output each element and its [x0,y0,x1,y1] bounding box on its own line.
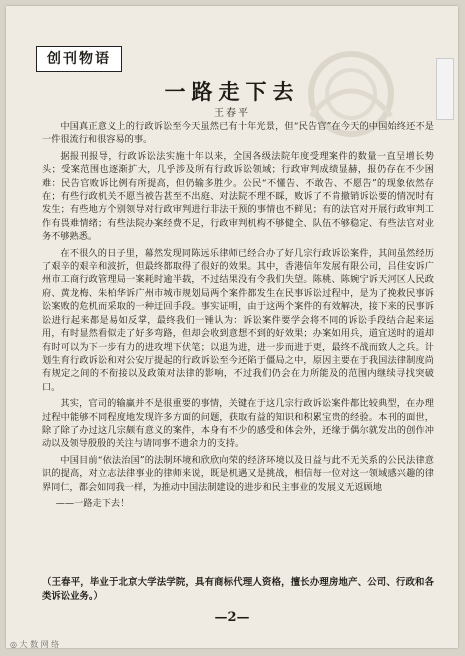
paragraph: 在不很久的日子里，幕然发现同陈远乐律师已经合办了好几宗行政诉讼案件，其间虽然经历了艰辛的艰辛和波折，但最终都取得了很好的效果。其中，香港信年发展有限公司，吕佳安诉广州市工商行政管理局一案耗时逾半载，不过结果没有令我们失望。陈桃、陈婉宁诉天河区人民政府、黄龙梅、朱柏华诉广州市城市规划局两个案件都发生在民事诉讼过程中，是为了挽救民事诉讼案败的危机而采取的一种迂回手段。事实证明，由于这两个案件的有效解决，接下来的民事诉讼进行起来都是易如反掌，最终我们一锤认为：诉讼案件要学会将不同的诉讼手段结合起来运用，有时显然看似走了好多弯路，但却会收到意想不到的好效果；办案如用兵，道宜送时的道却有时可以为下一步有力的进攻埋下伏笔；以退为进，进一步而进于更，最终不战而致人之兵。计划生育行政诉讼和对公安厅提起的行政诉讼至今还陷于僵局之中，原因主要在于我国法律制度尚有规定之间的不衔接以及政策对法律的影响，不过我们仍会在力所能及的范围内继续寻找突破口。 [42,247,434,393]
page-number: —2— [214,610,250,625]
document-page [6,6,458,648]
platform-badge [10,639,59,650]
column-tag: 创刊物语 [36,46,122,72]
article-author: 王春平 [214,108,250,119]
platform-badge-text: 大 数 网 络 [19,640,60,649]
paragraph: 据报刊报导，行政诉讼法实施十年以来，全国各级法院年度受理案件的数量一直呈增长势头；受案范围也逐渐扩大，几乎涉及所有行政诉讼领域；行政审判成绩显赫，报仍存在不少困难：民告官败诉比例有所提高，但仍输多胜少。公民“不懂告、不敢告、不愿告”的现象依然存在；有些行政机关不愿当被告甚至不出庭、对法院不理不睬，败诉了不肯撤销诉讼要的情况时有发生；有些地方个别领导对行政审判进行非法干预的事情也不鲜见；有的法官对开展行政审判工作有畏难情绪；有些法院办案经费不足，行政审判机构不够健全、队伍不够稳定、有些法官对业务不够熟悉。 [42,150,434,243]
sign-off: ——一路走下去！ [55,497,130,509]
article-body [42,120,434,513]
camera-icon: ◎ [10,640,17,649]
paragraph: 其实，官司的输赢并不是很重要的事情，关键在于这几宗行政诉讼案件都比较典型，在办理过程中能够不同程度地发现许多方面的问题，获取有益的知识和积累宝贵的经验。本刊的面世，除了除了办过这几宗颇有意义的案件，本身有不少的感受和体会外，还缘于偶尔就发出的创作冲动以及领导殷殷的关注与请同事不遗余力的支持。 [42,398,434,450]
author-bio: （王春平，毕业于北京大学法学院，具有商标代理人资格，擅长办理房地产、公司、行政和各类诉讼业务。） [42,577,434,602]
paragraph: 中国真正意义上的行政诉讼至今天虽然已有十年光景，但“民告官”在今天的中国始终还不是一件很流行和很容易的事。 [42,121,434,146]
paragraph: 中国目前“依法治国”的法制环境和欣欣向荣的经济环境以及日益与此不无关系的公民法律意识的提高，对立志法律事业的律师来说，既是机遇又是挑战，相信每一位对这一领域感兴趣的律界同仁，都会如同我一样，为推动中国法制建设的进步和民主事业的发展义无返顾地 [42,454,434,493]
article-title: 一路走下去 [164,79,300,104]
